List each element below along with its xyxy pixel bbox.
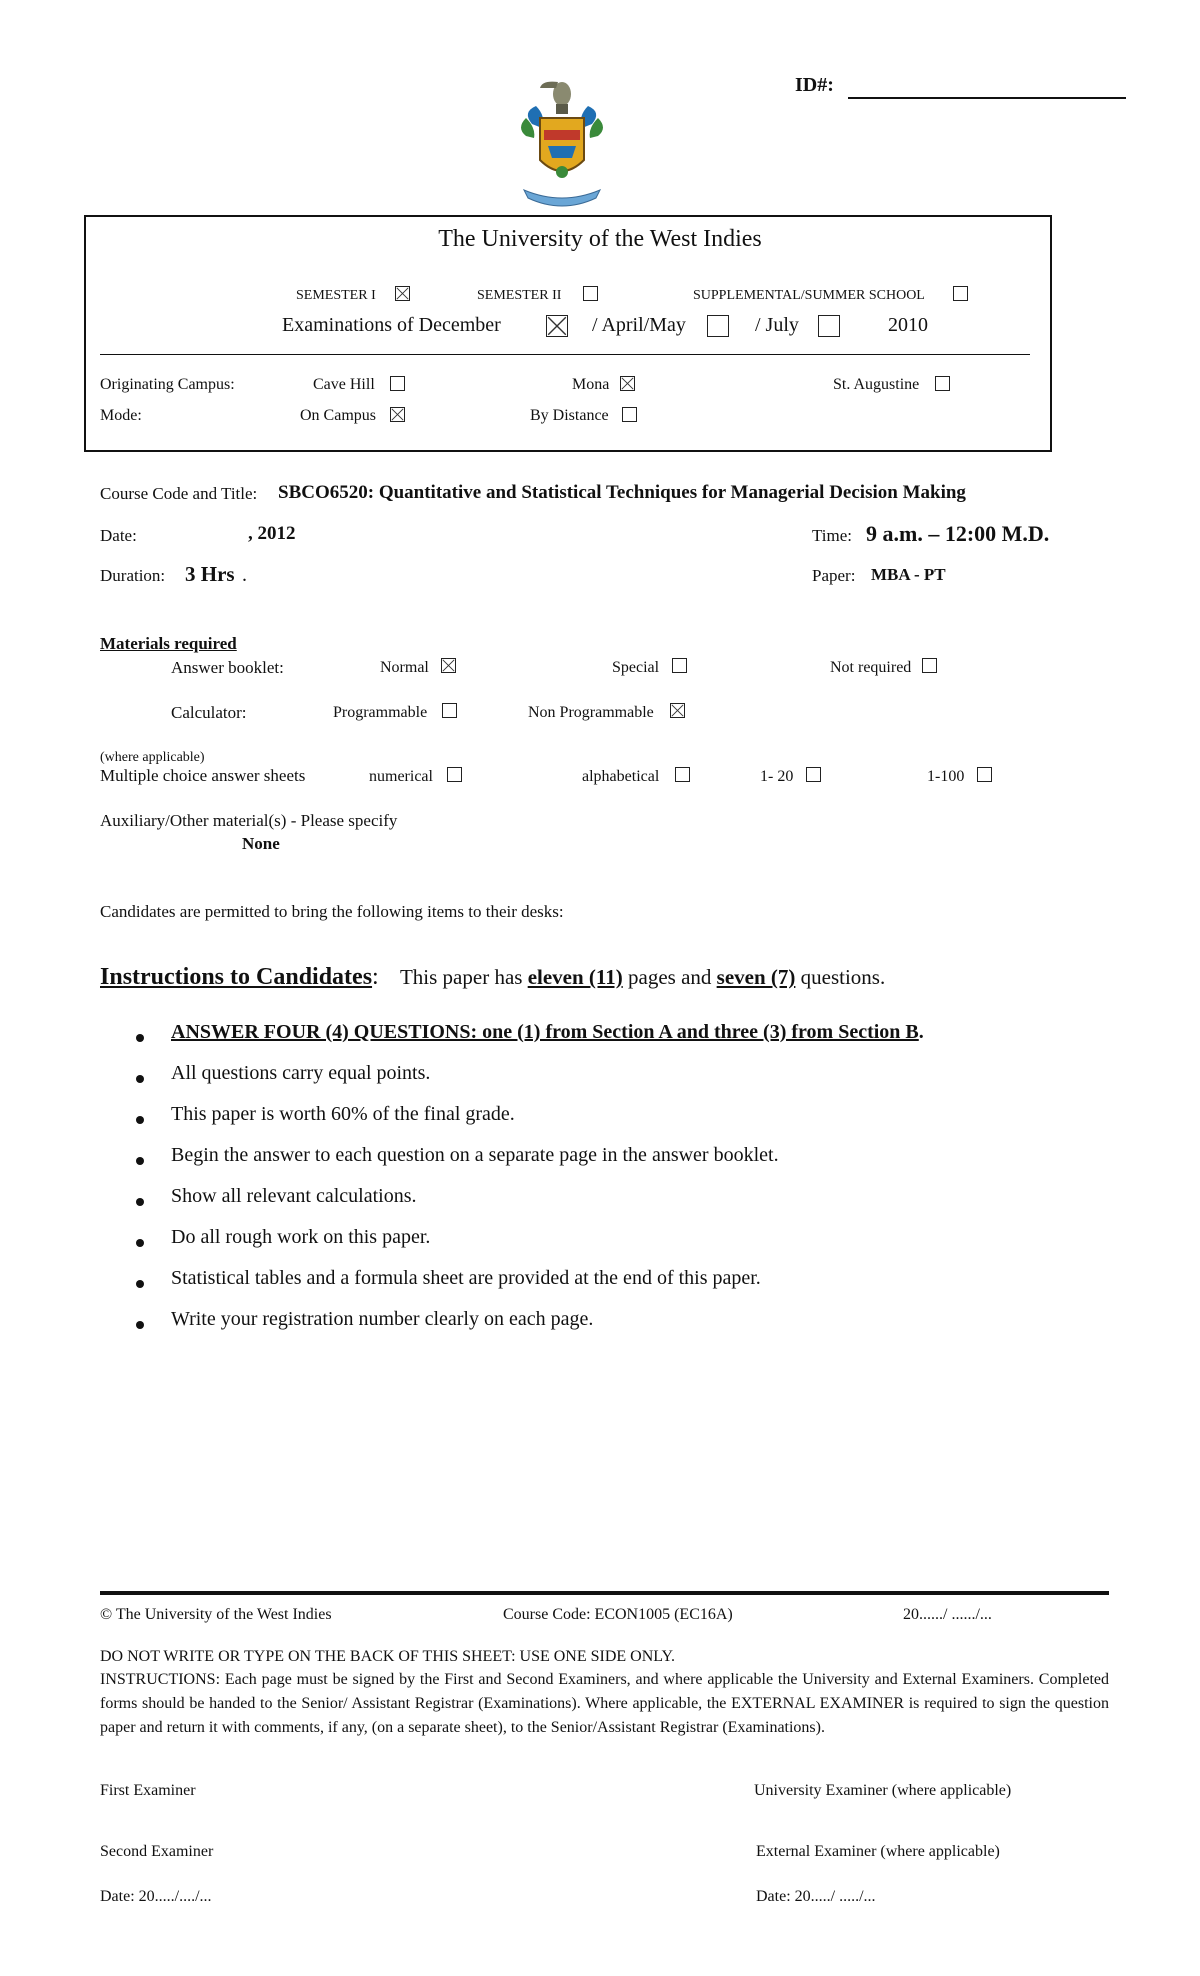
instructions-intro-b: pages and: [628, 965, 712, 989]
semester1-checkbox[interactable]: [395, 286, 410, 301]
bullet-dot: [136, 1321, 144, 1329]
st-augustine-label: St. Augustine: [833, 376, 920, 393]
first-date-label: Date: 20...../..../...: [100, 1888, 212, 1905]
semester1-label: SEMESTER I: [296, 288, 376, 303]
calculator-label: Calculator:: [171, 703, 247, 722]
range-1-100-checkbox[interactable]: [977, 767, 992, 782]
time-label: Time:: [812, 526, 853, 545]
alphabetical-label: alphabetical: [582, 768, 660, 785]
instructions-heading: Instructions to Candidates: [100, 964, 373, 990]
where-applicable-note: (where applicable): [100, 750, 205, 765]
numerical-checkbox[interactable]: [447, 767, 462, 782]
july-checkbox[interactable]: [818, 315, 840, 337]
originating-campus-label: Originating Campus:: [100, 376, 235, 393]
by-distance-label: By Distance: [530, 407, 609, 424]
st-augustine-checkbox[interactable]: [935, 376, 950, 391]
numerical-label: numerical: [369, 768, 433, 785]
special-label: Special: [612, 659, 660, 676]
instruction-bullet-6: Do all rough work on this paper.: [171, 1226, 431, 1248]
footer-rule: [100, 1591, 1109, 1595]
instruction-bullet-8: Write your registration number clearly on each page.: [171, 1308, 594, 1330]
non-programmable-checkbox[interactable]: [670, 703, 685, 718]
instruction-bullet-3: This paper is worth 60% of the final grade.: [171, 1103, 515, 1125]
instructions-line: [100, 964, 885, 991]
instruction-bullet-1: [171, 1021, 924, 1044]
instructions-intro-a: This paper has: [399, 965, 523, 989]
paper-label: Paper:: [812, 566, 856, 585]
university-crest-logo: [512, 72, 612, 212]
bullet-dot: [136, 1157, 144, 1165]
university-examiner-label: University Examiner (where applicable): [754, 1782, 1012, 1799]
id-label: ID#:: [795, 74, 834, 96]
footer-instructions: INSTRUCTIONS: Each page must be signed by the First and Second Examiners, and where applicable the University and External Examiners. Completed forms should be handed to the Senior/ Assistant Registrar (Examinations). Where applicable, the EXTERNAL EXAMINER is required to sign the question paper and return it with comments, if any, (on a separate sheet), to the Senior/Assistant Registrar (Examinations).: [100, 1671, 1109, 1736]
first-examiner-label: First Examiner: [100, 1782, 196, 1799]
auxiliary-label: Auxiliary/Other material(s) - Please specify: [100, 811, 398, 830]
july-label: / July: [755, 314, 799, 336]
instruction-bullet-7: Statistical tables and a formula sheet are provided at the end of this paper.: [171, 1267, 761, 1289]
programmable-label: Programmable: [333, 704, 428, 721]
instruction-bullet-2: All questions carry equal points.: [171, 1062, 431, 1084]
cave-hill-label: Cave Hill: [313, 376, 375, 393]
semester2-label: SEMESTER II: [477, 288, 562, 303]
date-label: Date:: [100, 526, 137, 545]
cave-hill-checkbox[interactable]: [390, 376, 405, 391]
do-not-write-notice: DO NOT WRITE OR TYPE ON THE BACK OF THIS SHEET: USE ONE SIDE ONLY.: [100, 1648, 675, 1665]
external-examiner-label: External Examiner (where applicable): [756, 1843, 1000, 1860]
duration-value: 3 Hrs: [185, 562, 235, 586]
instruction-bullet-1-period: .: [918, 1021, 924, 1043]
on-campus-checkbox[interactable]: [390, 407, 405, 422]
bullet-dot: [136, 1116, 144, 1124]
second-examiner-label: Second Examiner: [100, 1843, 214, 1860]
duration-dot: .: [242, 564, 247, 586]
date-value: , 2012: [248, 523, 296, 544]
instructions-colon: :: [372, 964, 379, 990]
questions-count: seven (7): [716, 965, 796, 989]
not-required-checkbox[interactable]: [922, 658, 937, 673]
supplemental-label: SUPPLEMENTAL/SUMMER SCHOOL: [693, 288, 925, 303]
on-campus-label: On Campus: [300, 407, 376, 424]
instruction-bullet-1-text: ANSWER FOUR (4) QUESTIONS: one (1) from Section A and three (3) from Section B: [171, 1021, 919, 1043]
april-may-checkbox[interactable]: [707, 315, 729, 337]
non-programmable-label: Non Programmable: [528, 704, 654, 721]
pages-count: eleven (11): [527, 965, 623, 989]
duration-label: Duration:: [100, 566, 166, 585]
instruction-bullet-5: Show all relevant calculations.: [171, 1185, 417, 1207]
examinations-of-label: Examinations of December: [282, 314, 501, 336]
auxiliary-value: None: [242, 834, 280, 853]
range-1-20-checkbox[interactable]: [806, 767, 821, 782]
course-code-title-label: Course Code and Title:: [100, 484, 258, 503]
programmable-checkbox[interactable]: [442, 703, 457, 718]
box-divider: [100, 354, 1030, 355]
by-distance-checkbox[interactable]: [622, 407, 637, 422]
course-code-title: SBCO6520: Quantitative and Statistical Techniques for Managerial Decision Making: [278, 482, 966, 503]
answer-booklet-label: Answer booklet:: [171, 658, 284, 677]
exam-year: 2010: [888, 314, 928, 336]
bullet-dot: [136, 1280, 144, 1288]
december-checkbox[interactable]: [546, 315, 568, 337]
mona-label: Mona: [572, 376, 610, 393]
instructions-intro-c: questions.: [800, 965, 886, 989]
mode-label: Mode:: [100, 407, 142, 424]
not-required-label: Not required: [830, 659, 912, 676]
multiple-choice-label: Multiple choice answer sheets: [100, 766, 306, 785]
mona-checkbox[interactable]: [620, 376, 635, 391]
normal-checkbox[interactable]: [441, 658, 456, 673]
bullet-dot: [136, 1198, 144, 1206]
bullet-dot: [136, 1239, 144, 1247]
second-date-label: Date: 20...../ ...../...: [756, 1888, 876, 1905]
paper-value: MBA - PT: [871, 565, 946, 584]
normal-label: Normal: [380, 659, 429, 676]
university-name: The University of the West Indies: [438, 226, 762, 252]
semester2-checkbox[interactable]: [583, 286, 598, 301]
bullet-dot: [136, 1034, 144, 1042]
special-checkbox[interactable]: [672, 658, 687, 673]
range-1-20-label: 1- 20: [760, 768, 794, 785]
time-value: 9 a.m. – 12:00 M.D.: [866, 521, 1050, 546]
supplemental-checkbox[interactable]: [953, 286, 968, 301]
range-1-100-label: 1-100: [927, 768, 965, 785]
instruction-bullet-4: Begin the answer to each question on a separate page in the answer booklet.: [171, 1144, 779, 1166]
footer-course-code: Course Code: ECON1005 (EC16A): [503, 1606, 733, 1623]
permitted-items-text: Candidates are permitted to bring the following items to their desks:: [100, 902, 564, 921]
footer-date-slot: 20....../ ....../...: [903, 1606, 992, 1623]
footer-copyright: © The University of the West Indies: [100, 1606, 332, 1623]
alphabetical-checkbox[interactable]: [675, 767, 690, 782]
materials-heading: Materials required: [100, 634, 237, 653]
id-field-line[interactable]: [848, 97, 1126, 99]
april-may-label: / April/May: [592, 314, 686, 336]
bullet-dot: [136, 1075, 144, 1083]
